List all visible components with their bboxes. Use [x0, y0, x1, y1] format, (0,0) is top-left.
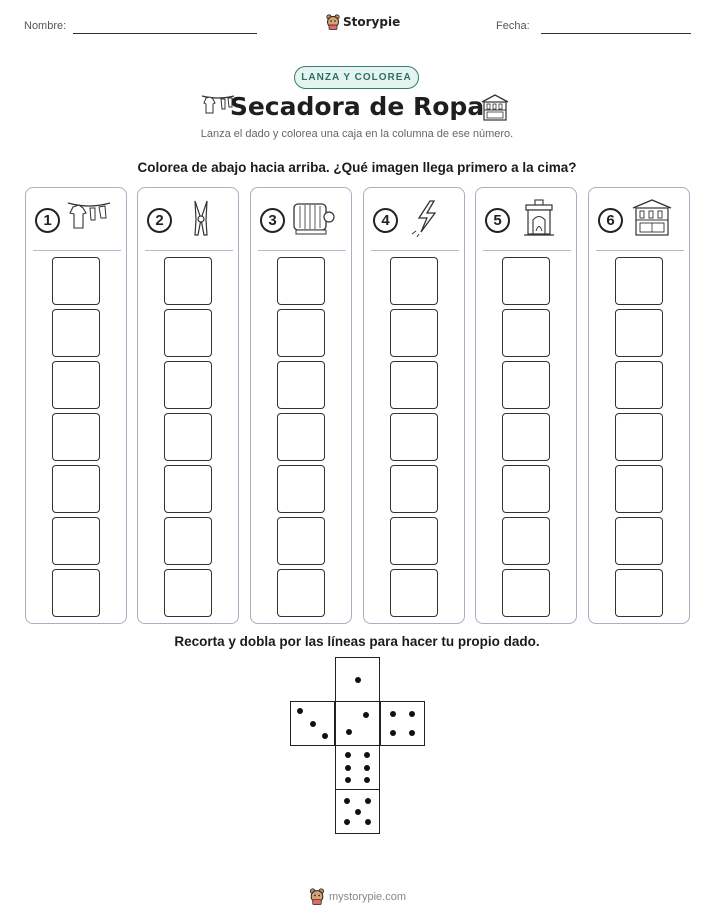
- column-number: 3: [260, 208, 285, 233]
- footer-url: mystorypie.com: [329, 890, 407, 903]
- die-pip: [345, 752, 351, 758]
- color-box[interactable]: [277, 465, 325, 513]
- column-number: 1: [35, 208, 60, 233]
- clothespin-icon: [178, 198, 224, 243]
- column-number: 4: [373, 208, 398, 233]
- color-box[interactable]: [390, 309, 438, 357]
- die-pip: [297, 708, 303, 714]
- column-divider: [258, 250, 346, 251]
- coloring-instruction: Colorea de abajo hacia arriba. ¿Qué imagen llega primero a la cima?: [137, 160, 577, 175]
- die-pip: [310, 721, 316, 727]
- bear-logo-icon: [326, 14, 340, 30]
- die-pip: [390, 711, 396, 717]
- color-box[interactable]: [502, 465, 550, 513]
- color-box[interactable]: [615, 517, 663, 565]
- color-box[interactable]: [615, 569, 663, 617]
- color-box[interactable]: [164, 569, 212, 617]
- die-pip: [344, 798, 350, 804]
- date-label: Fecha:: [496, 20, 530, 32]
- color-box[interactable]: [502, 517, 550, 565]
- die-face-1: [335, 657, 380, 702]
- die-instruction: Recorta y dobla por las líneas para hacer tu propio dado.: [174, 634, 540, 649]
- column-header: [373, 200, 457, 240]
- color-box[interactable]: [390, 361, 438, 409]
- name-line[interactable]: [73, 33, 257, 34]
- color-box[interactable]: [390, 569, 438, 617]
- color-box[interactable]: [390, 257, 438, 305]
- laundry-shelf-icon: [629, 198, 675, 243]
- column-number: 2: [147, 208, 172, 233]
- column-header: [260, 200, 344, 240]
- color-box[interactable]: [277, 413, 325, 461]
- page-title: Secadora de Ropa: [229, 92, 485, 121]
- color-box[interactable]: [615, 257, 663, 305]
- column-number: 6: [598, 208, 623, 233]
- die-pip: [322, 733, 328, 739]
- column-6: [588, 187, 690, 624]
- color-box[interactable]: [502, 309, 550, 357]
- die-face-2: [335, 701, 380, 746]
- column-divider: [596, 250, 684, 251]
- die-pip: [409, 730, 415, 736]
- die-pip: [345, 765, 351, 771]
- column-3: [250, 187, 352, 624]
- color-box[interactable]: [390, 413, 438, 461]
- column-divider: [371, 250, 459, 251]
- color-box[interactable]: [164, 517, 212, 565]
- die-pip: [363, 712, 369, 718]
- die-pip: [344, 819, 350, 825]
- fireplace-icon: [516, 198, 562, 243]
- lightning-icon: [404, 198, 450, 243]
- activity-badge: LANZA Y COLOREA: [294, 66, 419, 89]
- color-box[interactable]: [164, 361, 212, 409]
- column-5: [475, 187, 577, 624]
- color-box[interactable]: [502, 413, 550, 461]
- die-pip: [365, 819, 371, 825]
- color-box[interactable]: [52, 361, 100, 409]
- name-label: Nombre:: [24, 20, 67, 32]
- color-box[interactable]: [502, 361, 550, 409]
- color-box[interactable]: [615, 465, 663, 513]
- column-divider: [145, 250, 233, 251]
- die-pip: [364, 765, 370, 771]
- column-header: [147, 200, 231, 240]
- color-box[interactable]: [52, 465, 100, 513]
- color-box[interactable]: [502, 569, 550, 617]
- color-box[interactable]: [390, 517, 438, 565]
- column-1: [25, 187, 127, 624]
- bear-footer-icon: [309, 888, 325, 905]
- die-pip: [345, 777, 351, 783]
- color-box[interactable]: [615, 309, 663, 357]
- color-box[interactable]: [615, 361, 663, 409]
- color-box[interactable]: [277, 569, 325, 617]
- brand-logo: [326, 14, 400, 30]
- column-number: 5: [485, 208, 510, 233]
- die-pip: [355, 809, 361, 815]
- color-box[interactable]: [277, 361, 325, 409]
- die-face-3: [290, 701, 335, 746]
- die-face-4: [380, 701, 425, 746]
- die-pip: [355, 677, 361, 683]
- color-box[interactable]: [277, 257, 325, 305]
- column-divider: [33, 250, 121, 251]
- die-face-5: [335, 789, 380, 834]
- clothesline-icon: [66, 198, 112, 243]
- die-pip: [364, 777, 370, 783]
- color-box[interactable]: [164, 257, 212, 305]
- die-face-6: [335, 745, 380, 790]
- color-box[interactable]: [277, 309, 325, 357]
- color-box[interactable]: [615, 413, 663, 461]
- die-pip: [364, 752, 370, 758]
- date-line[interactable]: [541, 33, 691, 34]
- column-header: [485, 200, 569, 240]
- color-box[interactable]: [390, 465, 438, 513]
- subtitle: Lanza el dado y colorea una caja en la columna de ese número.: [200, 128, 514, 140]
- color-box[interactable]: [164, 465, 212, 513]
- brand-name: Storypie: [343, 15, 401, 29]
- color-box[interactable]: [52, 569, 100, 617]
- die-pip: [365, 798, 371, 804]
- color-box[interactable]: [52, 257, 100, 305]
- color-box[interactable]: [52, 309, 100, 357]
- die-pip: [346, 729, 352, 735]
- column-4: [363, 187, 465, 624]
- dryer-drum-icon: [291, 198, 337, 243]
- color-box[interactable]: [164, 309, 212, 357]
- column-header: [598, 200, 682, 240]
- color-box[interactable]: [52, 517, 100, 565]
- color-box[interactable]: [164, 413, 212, 461]
- color-box[interactable]: [52, 413, 100, 461]
- column-2: [137, 187, 239, 624]
- color-box[interactable]: [502, 257, 550, 305]
- die-pip: [390, 730, 396, 736]
- footer: [309, 888, 406, 905]
- column-header: [35, 200, 119, 240]
- column-divider: [483, 250, 571, 251]
- die-pip: [409, 711, 415, 717]
- color-box[interactable]: [277, 517, 325, 565]
- laundry-shelf-title-icon: [480, 93, 510, 121]
